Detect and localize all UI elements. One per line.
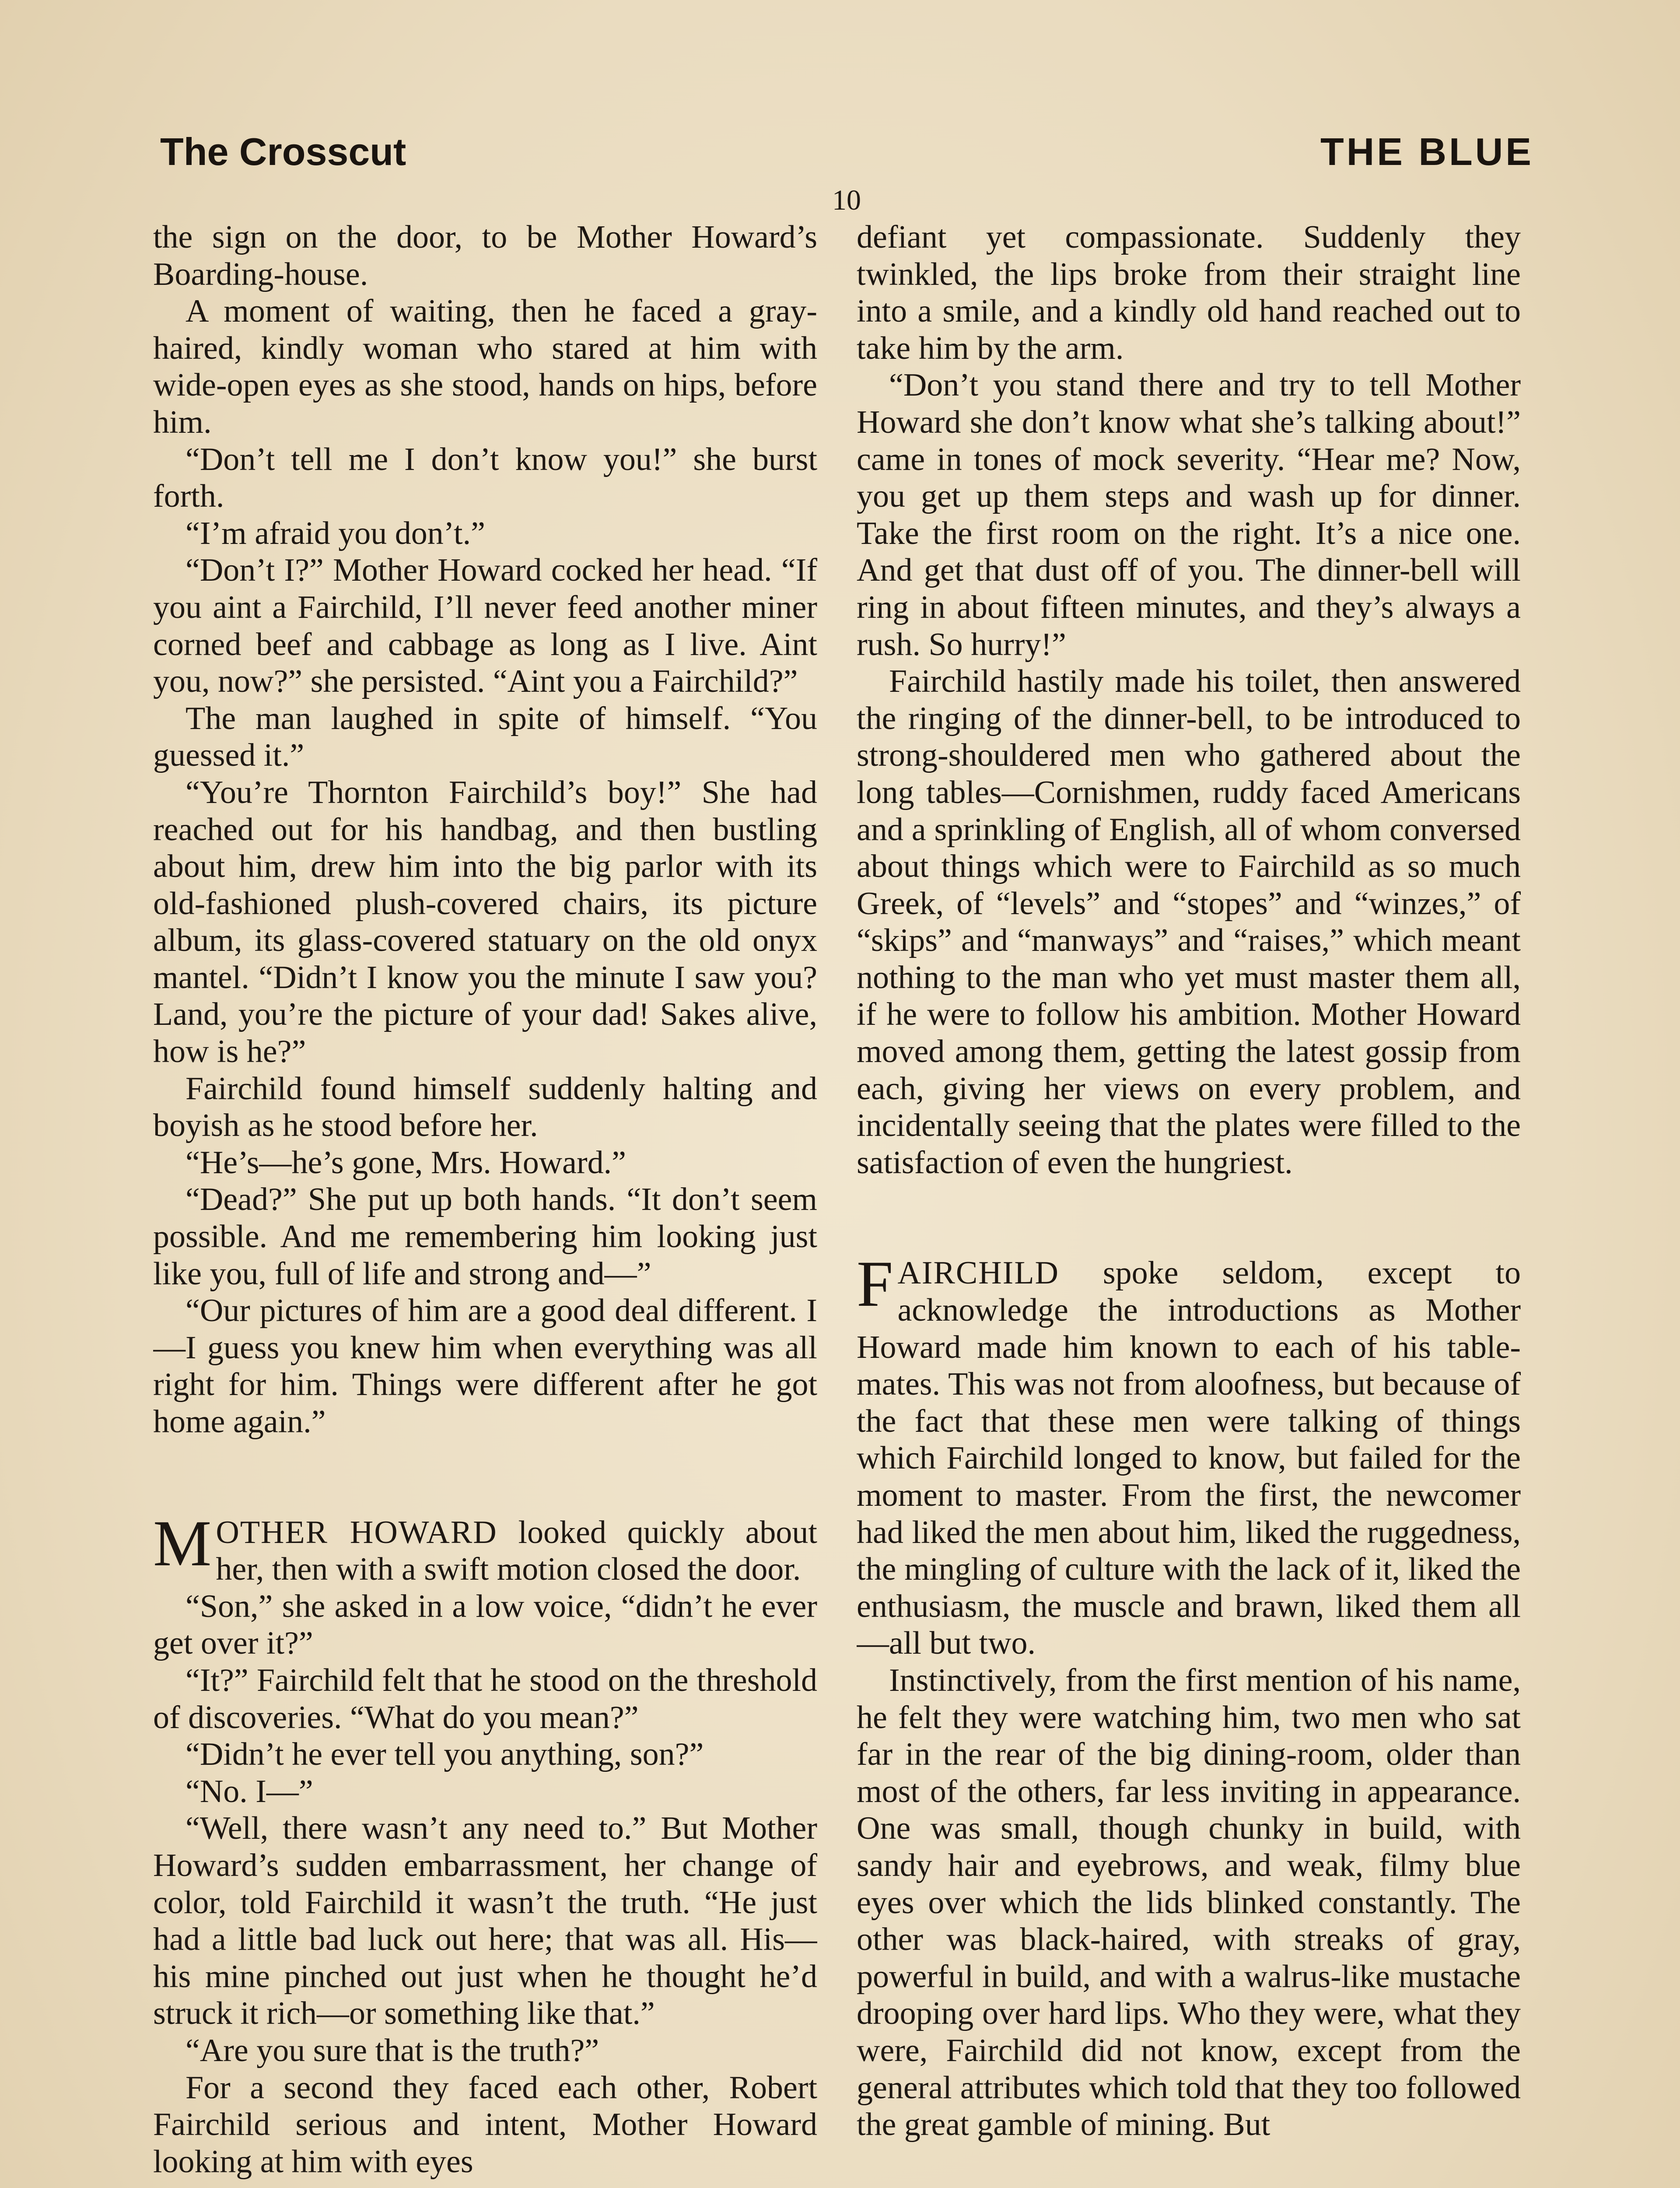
page-number: 10: [832, 184, 861, 216]
paragraph: “It?” Fairchild felt that he stood on the threshold of discoveries. “What do you mean?”: [153, 1662, 817, 1736]
left-text-column: [153, 219, 817, 2188]
paragraph: the sign on the door, to be Mother Howard’s Boarding-house.: [153, 219, 817, 292]
paragraph: Instinctively, from the first mention of his name, he felt they were watching him, two men who sat far in the rear of the big dining-room, older than most of the others, far less inviting in appearance. One was small, though chunky in build, with sandy hair and eyebrows, and weak, filmy blue eyes over which the lids blinked constantly. The other was black-haired, with streaks of gray, powerful in build, and with a walrus-like mustache drooping over hard lips. Who they were, what they were, Fairchild did not know, except from the general attributes which told that they too followed the great gamble of mining. But: [857, 1662, 1521, 2143]
paragraph: “He’s—he’s gone, Mrs. Howard.”: [186, 1144, 626, 1181]
paragraph: “Didn’t he ever tell you anything, son?”: [186, 1736, 704, 1773]
section-opening-paragraph: [153, 1507, 817, 1588]
section-break: [857, 1181, 1521, 1255]
running-title-right: THE BLUE: [1320, 130, 1534, 173]
paragraph: “Don’t tell me I don’t know you!” she burst forth.: [153, 441, 817, 515]
paragraph-text: spoke seldom, except to acknowledge the introductions as Mother Howard made him known to each of his table-mates. This was not from aloofness, but because of the fact that these men were talking of things which Fairchild longed to know, but failed for the moment to master. From the first, the newcomer had liked the men about him, liked the ruggedness, the mingling of culture with the lack of it, liked the enthusiasm, the muscle and brawn, liked them all—all but two.: [857, 1255, 1521, 1662]
drop-cap: F: [857, 1248, 893, 1321]
paragraph: A moment of waiting, then he faced a gray-haired, kindly woman who stared at him with wide-open eyes as she stood, hands on hips, before him.: [153, 293, 817, 440]
section-break: [153, 1441, 817, 1514]
paragraph: “I’m afraid you don’t.”: [186, 515, 485, 551]
paragraph: defiant yet compassionate. Suddenly they twinkled, the lips broke from their straight line into a smile, and a kindly old hand reached out to take him by the arm.: [857, 219, 1521, 366]
paragraph: “Son,” she asked in a low voice, “didn’t he ever get over it?”: [153, 1588, 817, 1662]
paragraph: “Dead?” She put up both hands. “It don’t seem possible. And me remembering him looking just like you, full of life and strong and—”: [153, 1182, 817, 1292]
paragraph: “Are you sure that is the truth?”: [186, 2032, 599, 2069]
paragraph: “You’re Thornton Fairchild’s boy!” She had reached out for his handbag, and then bustling about him, drew him into the big parlor with its old-fashioned plush-covered chairs, its picture album, its glass-covered statuary on the old onyx mantel. “Didn’t I know you the minute I saw you? Land, you’re the picture of your dad! Sakes alive, how is he?”: [153, 774, 817, 1070]
paragraph: The man laughed in spite of himself. “You guessed it.”: [153, 700, 817, 774]
running-title-left: The Crosscut: [160, 130, 406, 173]
lead-in-caps: AIRCHILD: [897, 1255, 1059, 1291]
paragraph-text: looked quickly about her, then with a swift motion closed the door.: [216, 1514, 817, 1588]
paragraph: Fairchild hastily made his toilet, then answered the ringing of the dinner-bell, to be introduced to strong-shouldered men who gathered about the long tables—Cornishmen, ruddy faced Americans and a sprinkling of English, all of whom conversed about things which were to Fairchild as so much Greek, of “levels” and “stopes” and “winzes,” of “skips” and “manways” and “raises,” which meant nothing to the man who yet must master them all, if he were to follow his ambition. Mother Howard moved among them, getting the latest gossip from each, giving her views on every problem, and incidentally seeing that the plates were filled to the satisfaction of even the hungriest.: [857, 663, 1521, 1181]
paragraph: “Our pictures of him are a good deal different. I—I guess you knew him when everything was all right for him. Things were different after he got home again.”: [153, 1293, 817, 1440]
paragraph: Fairchild found himself suddenly halting and boyish as he stood before her.: [153, 1070, 817, 1144]
paragraph: “Don’t I?” Mother Howard cocked her head. “If you aint a Fairchild, I’ll never feed another miner corned beef and cabbage as long as I live. Aint you, now?” she persisted. “Aint you a Fairchild?”: [153, 552, 817, 700]
paragraph: “No. I—”: [186, 1773, 313, 1809]
paragraph: For a second they faced each other, Robert Fairchild serious and intent, Mother Howard looking at him with eyes: [153, 2069, 817, 2180]
section-opening-paragraph: [857, 1248, 1521, 1662]
right-text-column: [857, 219, 1521, 2188]
drop-cap: M: [153, 1507, 212, 1580]
lead-in-caps: OTHER HOWARD: [216, 1514, 497, 1550]
paragraph: “Don’t you stand there and try to tell Mother Howard she don’t know what she’s talking about!” came in tones of mock severity. “Hear me? Now, you get up them steps and wash up for dinner. Take the first room on the right. It’s a nice one. And get that dust off of you. The dinner-bell will ring in about fifteen minutes, and they’s always a rush. So hurry!”: [857, 367, 1521, 663]
paragraph: “Well, there wasn’t any need to.” But Mother Howard’s sudden embarrassment, her change of color, told Fairchild it wasn’t the truth. “He just had a little bad luck out here; that was all. His—his mine pinched out just when he thought he’d struck it rich—or something like that.”: [153, 1810, 817, 2032]
